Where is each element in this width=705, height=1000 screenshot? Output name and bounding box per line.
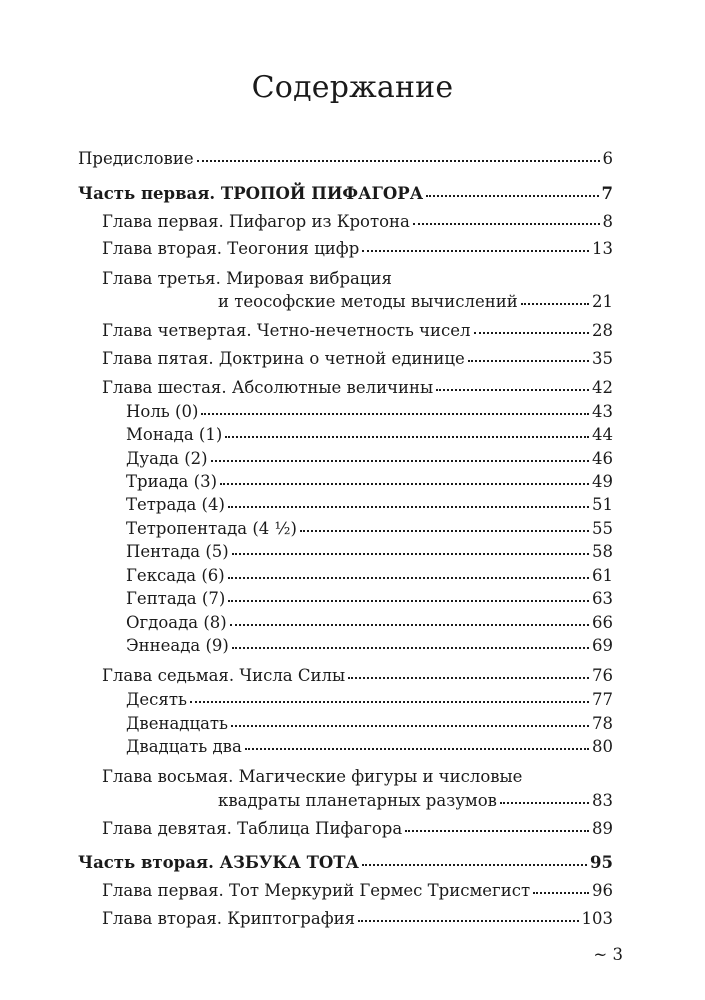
toc-entry-section: [126, 588, 613, 610]
dot-leader: [468, 350, 589, 364]
dot-leader: [362, 240, 589, 254]
toc-entry-chapter: [218, 291, 613, 313]
toc-entry-label: Двадцать два: [126, 737, 242, 756]
dot-leader: [533, 882, 589, 896]
toc-entry-label: Предисловие: [78, 149, 194, 168]
toc-entry-page: 49: [592, 472, 613, 491]
dot-leader: [225, 426, 589, 440]
toc-entry-label: Десять: [126, 690, 187, 709]
toc-entry-section: [126, 713, 613, 735]
toc-entry-page: 46: [592, 449, 613, 468]
toc-entry-label: Эннеада (9): [126, 636, 229, 655]
toc-entry-page: 51: [592, 495, 613, 514]
toc-entry-label: Огдоада (8): [126, 613, 227, 632]
toc-entry-chapter-line1: Глава третья. Мировая вибрация: [102, 269, 392, 288]
toc-entry-label: Монада (1): [126, 425, 223, 444]
toc-entry-chapter: [102, 908, 613, 930]
toc-entry-chapter: [102, 377, 613, 399]
toc-entry-label: Глава седьмая. Числа Силы: [102, 666, 346, 685]
toc-entry-label: Глава шестая. Абсолютные величины: [102, 378, 434, 397]
toc-entry-chapter: [218, 790, 613, 812]
dot-leader: [228, 590, 589, 604]
toc-entry-label: квадраты планетарных разумов: [218, 791, 497, 810]
dot-leader: [474, 322, 589, 336]
toc-entry-label: Глава вторая. Теогония цифр: [102, 239, 360, 258]
toc-entry-page: 78: [592, 714, 613, 733]
dot-leader: [220, 473, 589, 487]
toc-entry-section: [126, 612, 613, 634]
toc-entry-label: и теософские методы вычислений: [218, 292, 518, 311]
toc-entry-chapter: [102, 320, 613, 342]
dot-leader: [362, 854, 587, 868]
toc-entry-chapter: [102, 880, 613, 902]
dot-leader: [232, 543, 589, 557]
toc-entry-label: Ноль (0): [126, 402, 199, 421]
toc-entry-section: [126, 448, 613, 470]
toc-entry-section: [126, 565, 613, 587]
toc-entry-section: [126, 635, 613, 657]
toc-entry-page: 6: [602, 149, 613, 168]
toc-entry-chapter: [102, 665, 613, 687]
dot-leader: [413, 213, 600, 227]
toc-entry-page: 44: [592, 425, 613, 444]
toc-entry-section: [126, 424, 613, 446]
dot-leader: [436, 379, 589, 393]
toc-entry-page: 21: [592, 292, 613, 311]
dot-leader: [230, 614, 589, 628]
toc-entry-page: 77: [592, 690, 613, 709]
dot-leader: [500, 792, 589, 806]
toc-entry-label: Глава пятая. Доктрина о четной единице: [102, 349, 465, 368]
toc-entry-page: 83: [592, 791, 613, 810]
toc-entry-section: [126, 518, 613, 540]
dot-leader: [300, 520, 589, 534]
toc-entry-label: Тетропентада (4 ½): [126, 519, 297, 538]
dot-leader: [348, 667, 589, 681]
toc-entry-label: Гексада (6): [126, 566, 225, 585]
toc-entry-section: [126, 541, 613, 563]
toc-entry-label: Глава первая. Пифагор из Кротона: [102, 212, 410, 231]
dot-leader: [426, 185, 598, 199]
toc-entry-chapter-line1: Глава восьмая. Магические фигуры и числовые: [102, 767, 523, 786]
toc-entry-chapter: [102, 238, 613, 260]
toc-entry-page: 7: [601, 184, 613, 203]
toc-entry-page: 13: [592, 239, 613, 258]
dot-leader: [232, 637, 589, 651]
toc-entry-label: Дуада (2): [126, 449, 208, 468]
toc-entry-label: Глава вторая. Криптография: [102, 909, 356, 928]
toc-entry-label: Пентада (5): [126, 542, 229, 561]
toc-entry-chapter: [102, 348, 613, 370]
dot-leader: [521, 293, 589, 307]
dot-leader: [201, 403, 589, 417]
toc-entry-page: 76: [592, 666, 613, 685]
toc-entry-page: 58: [592, 542, 613, 561]
toc-entry-label: Часть вторая. АЗБУКА ТОТА: [78, 853, 359, 872]
toc-entry-page: 69: [592, 636, 613, 655]
toc-entry-chapter: [102, 211, 613, 233]
toc-entry-section: [126, 736, 613, 758]
toc-entry-page: 55: [592, 519, 613, 538]
toc-entry-label: Глава четвертая. Четно-нечетность чисел: [102, 321, 471, 340]
page-title: Содержание: [251, 70, 454, 105]
toc-entry-page: 28: [592, 321, 613, 340]
toc-entry-chapter: [102, 818, 613, 840]
toc-entry-label: Часть первая. ТРОПОЙ ПИФАГОРА: [78, 184, 424, 203]
toc-entry-section: [126, 689, 613, 711]
dot-leader: [245, 738, 589, 752]
toc-entry-page: 80: [592, 737, 613, 756]
dot-leader: [405, 820, 589, 834]
toc-entry-preface: [78, 148, 613, 170]
toc-entry-page: 95: [590, 853, 613, 872]
dot-leader: [358, 910, 578, 924]
toc-entry-page: 35: [592, 349, 613, 368]
toc-entry-label: Глава первая. Тот Меркурий Гермес Трисмегист: [102, 881, 531, 900]
toc-entry-label: Триада (3): [126, 472, 218, 491]
toc-entry-label: Двенадцать: [126, 714, 229, 733]
dot-leader: [231, 715, 589, 729]
dot-leader: [211, 450, 589, 464]
dot-leader: [228, 567, 589, 581]
dot-leader: [197, 150, 600, 164]
toc-entry-page: 103: [581, 909, 613, 928]
toc-entry-section: [126, 494, 613, 516]
toc-entry-page: 42: [592, 378, 613, 397]
toc-entry-section: [126, 471, 613, 493]
toc-entry-label: Тетрада (4): [126, 495, 225, 514]
toc-entry-page: 61: [592, 566, 613, 585]
toc-entry-page: 43: [592, 402, 613, 421]
dot-leader: [228, 496, 589, 510]
toc-entry-part-one: [78, 183, 613, 205]
page-number: ~ 3: [593, 945, 623, 964]
toc-entry-label: Глава девятая. Таблица Пифагора: [102, 819, 403, 838]
toc-entry-page: 96: [592, 881, 613, 900]
dot-leader: [190, 691, 589, 705]
toc-entry-page: 8: [602, 212, 613, 231]
toc-entry-page: 89: [592, 819, 613, 838]
toc-entry-page: 63: [592, 589, 613, 608]
toc-entry-part-two: [78, 852, 613, 874]
toc-entry-page: 66: [592, 613, 613, 632]
toc-entry-section: [126, 401, 613, 423]
toc-entry-label: Гептада (7): [126, 589, 226, 608]
